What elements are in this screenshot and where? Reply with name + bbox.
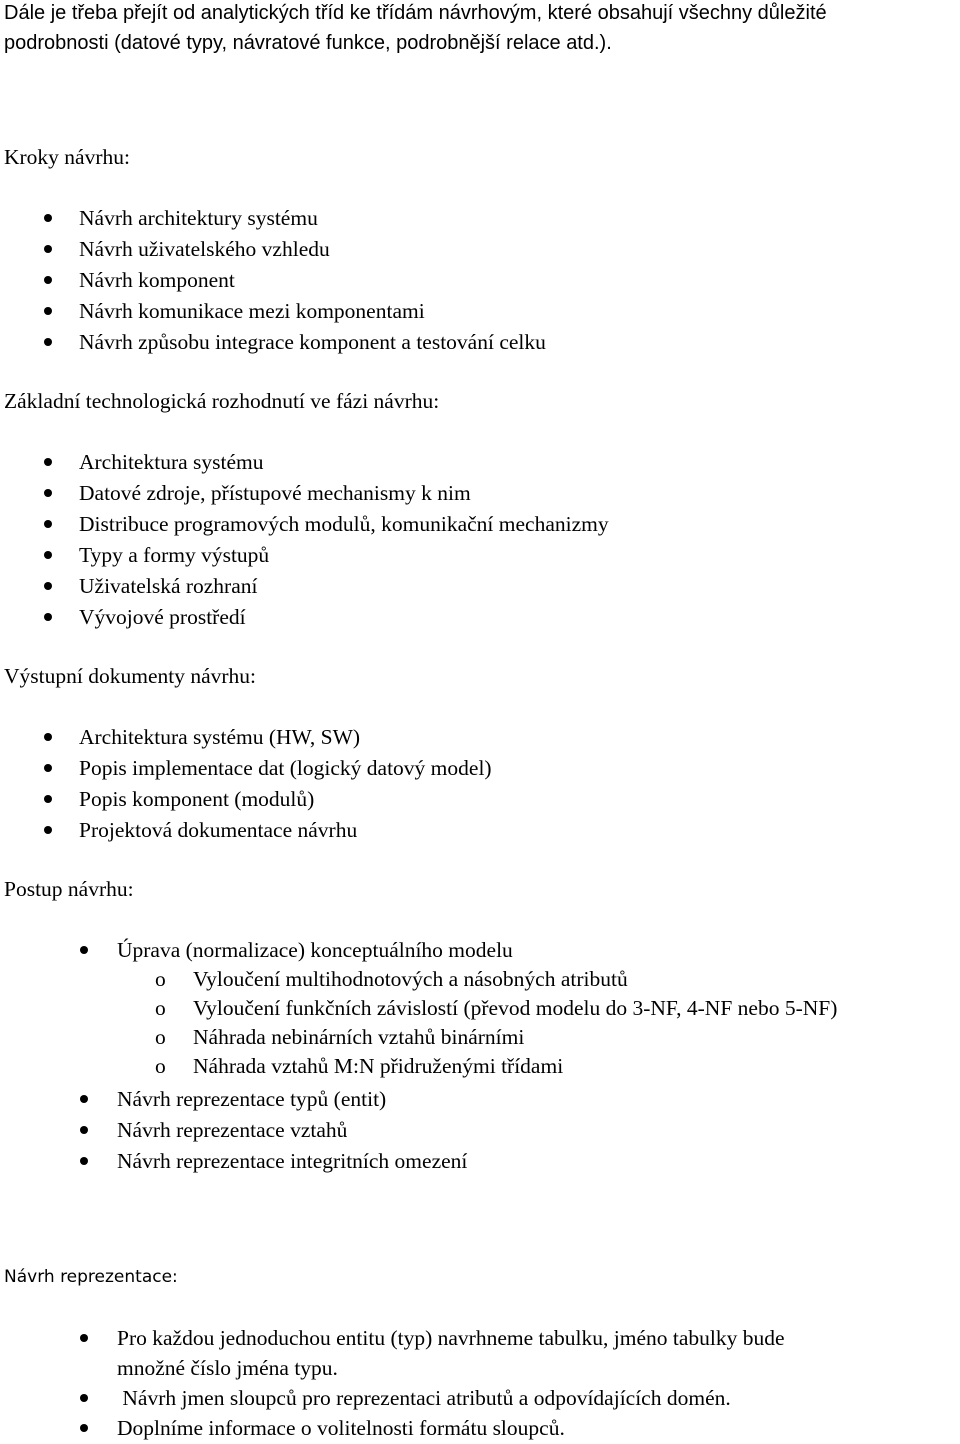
sub-list-item: Vyloučení multihodnotových a násobných atributů bbox=[193, 967, 628, 991]
bullet-icon bbox=[44, 826, 52, 834]
bullet-icon bbox=[44, 489, 52, 497]
bullet-icon bbox=[44, 338, 52, 346]
bullet-icon bbox=[44, 458, 52, 466]
bullet-icon bbox=[44, 307, 52, 315]
sub-bullet-marker: o bbox=[155, 967, 166, 991]
intro-line-1: Dále je třeba přejít od analytických tříd ke třídám návrhovým, které obsahují všechny důležité bbox=[4, 2, 827, 24]
bullet-icon bbox=[80, 1334, 88, 1342]
procedure-heading: Postup návrhu: bbox=[4, 877, 134, 901]
bullet-icon bbox=[44, 764, 52, 772]
list-item: Projektová dokumentace návrhu bbox=[79, 818, 358, 842]
list-item: Doplníme informace o volitelnosti formátu sloupců. bbox=[117, 1416, 565, 1440]
list-item: Datové zdroje, přístupové mechanismy k nim bbox=[79, 481, 471, 505]
sub-bullet-marker: o bbox=[155, 1025, 166, 1049]
list-item-continuation: množné číslo jména typu. bbox=[117, 1356, 338, 1380]
intro-line-2: podrobnosti (datové typy, návratové funkce, podrobnější relace atd.). bbox=[4, 32, 612, 54]
list-item: Popis komponent (modulů) bbox=[79, 787, 315, 811]
representation-heading: Návrh reprezentace: bbox=[4, 1267, 178, 1287]
list-item: Architektura systému (HW, SW) bbox=[79, 725, 361, 749]
list-item: Návrh reprezentace integritních omezení bbox=[117, 1149, 468, 1173]
bullet-icon bbox=[80, 1126, 88, 1134]
bullet-icon bbox=[44, 214, 52, 222]
list-item: Návrh reprezentace typů (entit) bbox=[117, 1087, 387, 1111]
list-item: Typy a formy výstupů bbox=[79, 543, 270, 567]
bullet-icon bbox=[80, 1394, 88, 1402]
sub-list-item: Vyloučení funkčních závislostí (převod modelu do 3-NF, 4-NF nebo 5-NF) bbox=[193, 996, 838, 1020]
steps-heading: Kroky návrhu: bbox=[4, 145, 130, 169]
bullet-icon bbox=[44, 276, 52, 284]
list-item: Distribuce programových modulů, komunikační mechanizmy bbox=[79, 512, 609, 536]
list-item: Vývojové prostředí bbox=[79, 605, 246, 629]
sub-bullet-marker: o bbox=[155, 1054, 166, 1078]
bullet-icon bbox=[44, 245, 52, 253]
list-item: Návrh architektury systému bbox=[79, 206, 318, 230]
bullet-icon bbox=[44, 551, 52, 559]
list-item: Návrh reprezentace vztahů bbox=[117, 1118, 348, 1142]
bullet-icon bbox=[80, 1095, 88, 1103]
decisions-heading: Základní technologická rozhodnutí ve fázi návrhu: bbox=[4, 389, 440, 413]
list-item: Návrh jmen sloupců pro reprezentaci atributů a odpovídajících domén. bbox=[117, 1386, 731, 1410]
list-item: Návrh komunikace mezi komponentami bbox=[79, 299, 425, 323]
sub-list-item: Náhrada vztahů M:N přidruženými třídami bbox=[193, 1054, 564, 1078]
list-item: Uživatelská rozhraní bbox=[79, 574, 258, 598]
list-item: Návrh komponent bbox=[79, 268, 235, 292]
bullet-icon bbox=[44, 520, 52, 528]
bullet-icon bbox=[44, 795, 52, 803]
list-item: Úprava (normalizace) konceptuálního modelu bbox=[117, 938, 513, 962]
list-item: Návrh uživatelského vzhledu bbox=[79, 237, 330, 261]
list-item: Popis implementace dat (logický datový model) bbox=[79, 756, 492, 780]
sub-list-item: Náhrada nebinárních vztahů binárními bbox=[193, 1025, 525, 1049]
bullet-icon bbox=[80, 1157, 88, 1165]
list-item: Pro každou jednoduchou entitu (typ) navrhneme tabulku, jméno tabulky bude bbox=[117, 1326, 785, 1350]
list-item: Architektura systému bbox=[79, 450, 264, 474]
sub-bullet-marker: o bbox=[155, 996, 166, 1020]
list-item: Návrh způsobu integrace komponent a testování celku bbox=[79, 330, 546, 354]
bullet-icon bbox=[80, 1424, 88, 1432]
bullet-icon bbox=[80, 946, 88, 954]
bullet-icon bbox=[44, 613, 52, 621]
bullet-icon bbox=[44, 733, 52, 741]
bullet-icon bbox=[44, 582, 52, 590]
outputs-heading: Výstupní dokumenty návrhu: bbox=[4, 664, 257, 688]
